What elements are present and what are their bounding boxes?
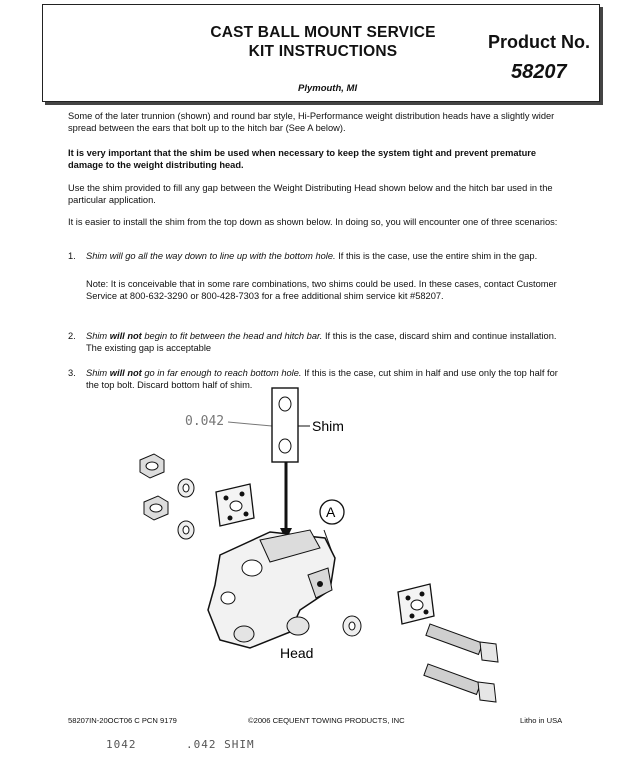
- step-2-body: [86, 330, 566, 354]
- step-1-rest: If this is the case, use the entire shim in the gap.: [335, 251, 538, 261]
- washer-top: [178, 479, 194, 497]
- mounting-plate-right: [398, 584, 434, 624]
- step-2-lead-b: will not: [109, 331, 142, 341]
- product-label: Product No.: [488, 32, 590, 52]
- step-2-lead-a: Shim: [86, 331, 110, 341]
- shim-part: [272, 388, 298, 462]
- step-1-note: Note: It is conceivable that in some rare combinations, two shims could be used. In these cases, contact Customer Service at 800-632-3290 or 800-428-7303 for a free additional shim service kit #58207.: [86, 279, 557, 301]
- step-2-rest: If this is the case, discard shim and continue installation. The existing gap is acceptable: [86, 331, 557, 353]
- document-title: [193, 23, 453, 61]
- mounting-plate-left: [216, 484, 254, 526]
- step-3-lead-a: Shim: [86, 368, 110, 378]
- nut-top: [140, 454, 164, 478]
- step-3-rest: If this is the case, cut shim in half and use only the top half for the top bolt. Discard bottom half of shim.: [86, 368, 558, 390]
- callout-label: A: [326, 504, 336, 520]
- header-box: [42, 4, 600, 102]
- product-number: 58207: [511, 61, 567, 83]
- intro-paragraph-3: Use the shim provided to fill any gap between the Weight Distributing Head shown below and the hitch bar used in the particular application.: [68, 183, 553, 205]
- handwritten-note-right: .042 SHIM: [186, 738, 255, 751]
- intro-paragraph-1: Some of the later trunnion (shown) and round bar style, Hi-Performance weight distribution heads have a slightly wider spread between the ears that bolt up to the hitch bar (See A below).: [68, 111, 555, 133]
- handwritten-measurement: 0.042: [185, 414, 225, 429]
- title-line-2: KIT INSTRUCTIONS: [248, 43, 398, 60]
- footer-copyright: ©2006 CEQUENT TOWING PRODUCTS, INC: [248, 716, 405, 725]
- footer-litho: Litho in USA: [520, 716, 563, 725]
- washer-bottom: [178, 521, 194, 539]
- location-text: Plymouth, MI: [298, 83, 358, 94]
- step-3-lead-c: go in far enough to reach bottom hole.: [141, 368, 302, 378]
- bolt-bottom: [424, 664, 496, 702]
- measurement-leader-line: [228, 422, 272, 426]
- intro-paragraph-2-warning: It is very important that the shim be used when necessary to keep the system tight and prevent premature damage to the weight distributing head.: [68, 148, 537, 170]
- step-2-lead-c: begin to fit between the head and hitch bar.: [141, 331, 323, 341]
- washer-right: [343, 616, 361, 636]
- step-3-number: 3.: [68, 368, 76, 378]
- step-3-lead-b: will not: [109, 368, 142, 378]
- bolt-top: [426, 624, 498, 662]
- exploded-diagram: [120, 380, 540, 710]
- step-2-number: 2.: [68, 331, 76, 341]
- handwritten-note-left: 1042: [106, 738, 137, 751]
- head-label: Head: [280, 645, 314, 661]
- footer-part-code: 58207IN-20OCT06 C PCN 9179: [68, 716, 177, 725]
- step-1-number: 1.: [68, 251, 76, 261]
- step-1-lead: Shim will go all the way down to line up with the bottom hole.: [86, 251, 336, 261]
- step-1-body: [86, 250, 566, 262]
- title-line-1: CAST BALL MOUNT SERVICE: [210, 24, 436, 41]
- head-casting: [208, 530, 335, 648]
- intro-paragraph-4: It is easier to install the shim from the top down as shown below. In doing so, you will encounter one of three scenarios:: [68, 217, 558, 227]
- shim-label: Shim: [312, 418, 344, 434]
- nut-bottom: [144, 496, 168, 520]
